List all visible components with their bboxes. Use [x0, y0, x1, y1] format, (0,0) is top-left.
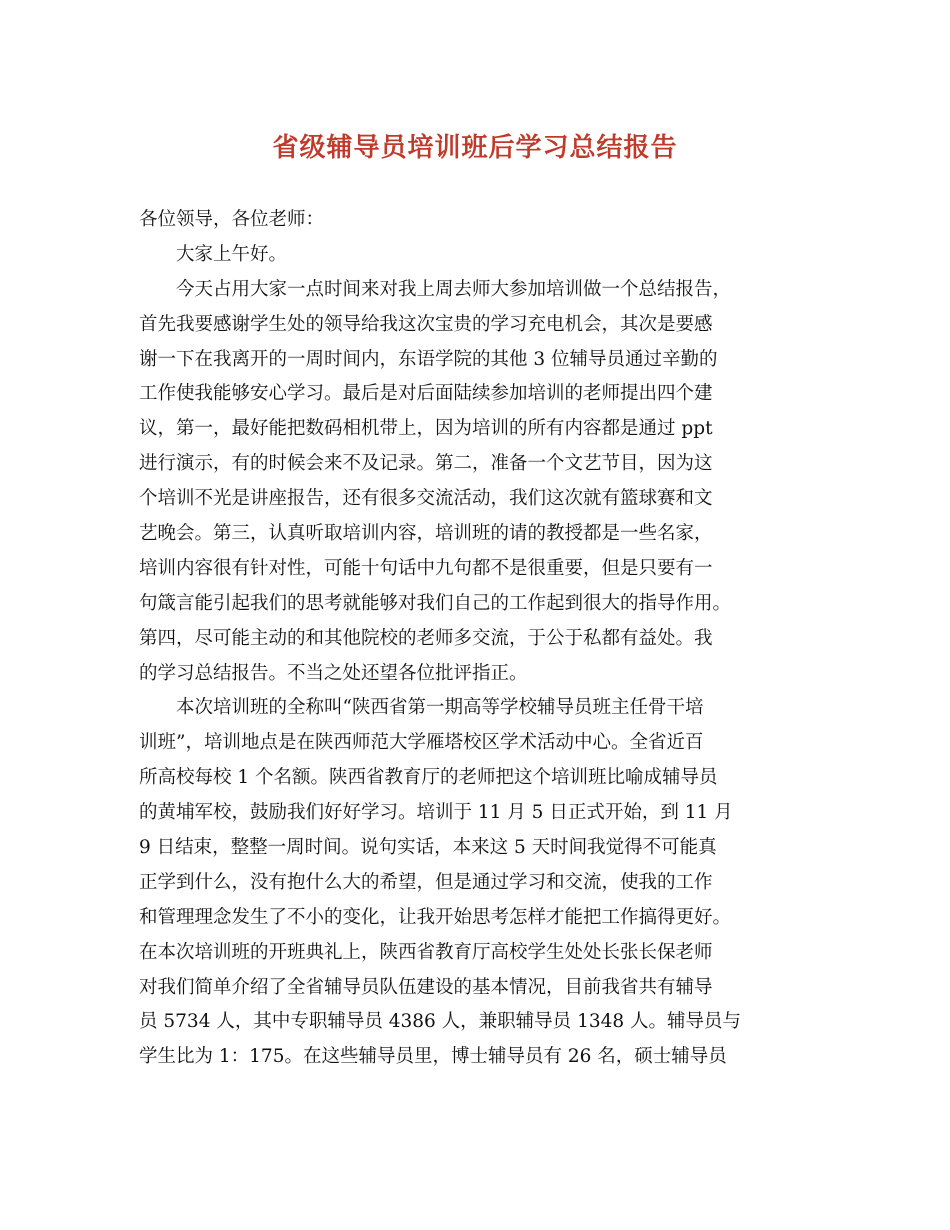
- text-line: 正学到什么，没有抱什么大的希望，但是通过学习和交流，使我的工作: [139, 871, 713, 893]
- text-line: 艺晚会。第三，认真听取培训内容，培训班的请的教授都是一些名家，: [139, 523, 713, 545]
- text-line: 9 日结束，整整一周时间。说句实话，本来这 5 天时间我觉得不可能真: [139, 837, 717, 859]
- text-line: 大家上午好。: [176, 243, 288, 265]
- text-line: 个培训不光是讲座报告，还有很多交流活动，我们这次就有篮球赛和文: [139, 488, 713, 510]
- text-line: 首先我要感谢学生处的领导给我这次宝贵的学习充电机会，其次是要感: [139, 313, 713, 335]
- text-line: 员 5734 人，其中专职辅导员 4386 人，兼职辅导员 1348 人。辅导员与: [139, 1011, 742, 1033]
- text-line: 工作使我能够安心学习。最后是对后面陆续参加培训的老师提出四个建: [139, 383, 713, 405]
- text-line: 各位领导，各位老师：: [139, 209, 325, 230]
- text-line: 学生比为 1：175。在这些辅导员里，博士辅导员有 26 名，硕士辅导员: [139, 1046, 727, 1068]
- text-line: 培训内容很有针对性，可能十句话中九句都不是很重要，但是只要有一: [139, 557, 713, 579]
- text-line: 进行演示，有的时候会来不及记录。第二，准备一个文艺节目，因为这: [139, 453, 713, 475]
- text-line: 第四，尽可能主动的和其他院校的老师多交流，于公于私都有益处。我: [139, 627, 713, 649]
- text-line: 议，第一，最好能把数码相机带上，因为培训的所有内容都是通过 ppt: [139, 418, 713, 440]
- document-body: [139, 203, 829, 1075]
- document-title: 省级辅导员培训班后学习总结报告: [272, 133, 678, 163]
- text-line: 和管理理念发生了不小的变化，让我开始思考怎样才能把工作搞得更好。: [139, 906, 732, 928]
- text-line: 训班”，培训地点是在陕西师范大学雁塔校区学术活动中心。全省近百: [139, 732, 704, 754]
- text-line: 在本次培训班的开班典礼上，陕西省教育厅高校学生处处长张长保老师: [139, 941, 713, 963]
- text-line: 的黄埔军校，鼓励我们好好学习。培训于 11 月 5 日正式开始，到 11 月: [139, 802, 733, 824]
- text-line: 今天占用大家一点时间来对我上周去师大参加培训做一个总结报告，: [176, 278, 732, 300]
- text-line: 谢一下在我离开的一周时间内，东语学院的其他 3 位辅导员通过辛勤的: [139, 348, 718, 370]
- text-line: 句箴言能引起我们的思考就能够对我们自己的工作起到很大的指导作用。: [139, 592, 732, 614]
- text-line: 对我们简单介绍了全省辅导员队伍建设的基本情况，目前我省共有辅导: [139, 976, 713, 998]
- text-line: 本次培训班的全称叫“陕西省第一期高等学校辅导员班主任骨干培: [176, 697, 704, 719]
- text-line: 的学习总结报告。不当之处还望各位批评指正。: [139, 662, 528, 684]
- text-line: 所高校每校 1 个名额。陕西省教育厅的老师把这个培训班比喻成辅导员: [139, 767, 718, 789]
